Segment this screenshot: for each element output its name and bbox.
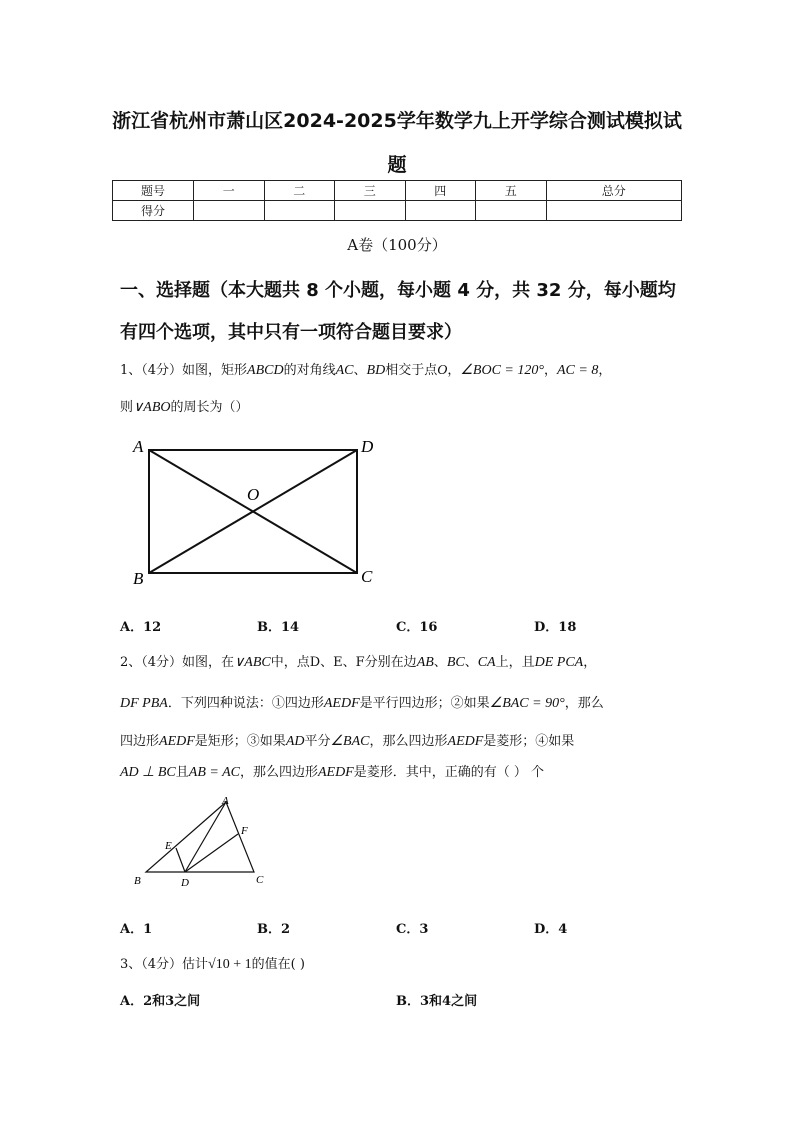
page-title-line1: 浙江省杭州市萧山区2024-2025学年数学九上开学综合测试模拟试 (112, 110, 682, 132)
q2-aedf1: AEDF (323, 696, 360, 711)
segment-ed (176, 848, 185, 872)
q2-perp: AD ⊥ BC (120, 765, 176, 780)
section-a-title: A卷（100分） (347, 236, 447, 254)
score-cell: 一 (194, 181, 265, 201)
q1-tri: ∨ABO (133, 400, 171, 415)
score-cell (405, 201, 476, 221)
q2-c4: ④如果 (535, 734, 575, 749)
q1-option-a[interactable]: A．12 (120, 620, 162, 635)
q1-sep: 、 (353, 363, 367, 378)
q1-comma3: ， (598, 363, 612, 378)
label-a: A (222, 795, 229, 807)
segment-df (185, 834, 238, 872)
q2-bac90: ∠BAC = 90° (489, 696, 565, 711)
q1-comma1: ， (447, 363, 461, 378)
q2-ab: AB (416, 655, 434, 670)
label-a: A (133, 437, 144, 456)
q2-comma: ， (583, 655, 597, 670)
q1-prefix: 1、（4分）如图，矩形 (120, 363, 248, 378)
q2-triangle-figure (128, 792, 278, 892)
segment-ad (185, 802, 226, 872)
q2-prefix: 2、（4分）如图，在 (120, 655, 235, 670)
score-cell: 题号 (113, 181, 194, 201)
q2-t3: ．下列四种说法： (167, 696, 272, 711)
q2-option-b[interactable]: B．2 (257, 922, 291, 937)
score-cell: 得分 (113, 201, 194, 221)
q2-bac: ∠BAC (330, 734, 370, 749)
label-b: B (133, 569, 144, 588)
score-cell (546, 201, 682, 221)
q1-t2: 相交于点 (385, 363, 438, 378)
q2-line3 (120, 730, 574, 750)
label-d: D (181, 877, 189, 889)
q1-option-d[interactable]: D．18 (534, 620, 577, 635)
q2-aedf3: AEDF (447, 734, 484, 749)
score-cell (194, 201, 265, 221)
q2-ad: AD (285, 734, 305, 749)
score-cell (335, 201, 406, 221)
q1-abcd: ABCD (247, 363, 284, 378)
part1-heading-line2: 有四个选项，其中只有一项符合题目要求） (120, 322, 462, 343)
q2-abac: AB = AC (188, 765, 240, 780)
q2-aedf4: AEDF (317, 765, 354, 780)
q1-rectangle-figure (125, 430, 385, 590)
score-cell (264, 201, 335, 221)
q2-t6: 四边形 (120, 734, 160, 749)
q2-c3: ③如果 (246, 734, 286, 749)
q1-line1 (120, 359, 611, 379)
q1-bd: BD (366, 363, 386, 378)
score-table (112, 180, 682, 221)
label-c: C (256, 874, 264, 886)
q2-t5: ，那么 (564, 696, 604, 711)
q2-bc: BC (446, 655, 465, 670)
score-cell: 二 (264, 181, 335, 201)
q3-option-a[interactable]: A．2和3之间 (120, 994, 201, 1009)
q3-line (120, 953, 305, 973)
q3-prefix: 3、（4分）估计 (120, 957, 209, 972)
q3-option-b[interactable]: B．3和4之间 (396, 994, 478, 1009)
q1-line2-pre: 则 (120, 400, 134, 415)
score-table-score-row (113, 201, 682, 221)
label-e: E (165, 840, 172, 852)
q1-ac: AC (335, 363, 354, 378)
q2-option-c[interactable]: C．3 (396, 922, 429, 937)
score-cell: 总分 (546, 181, 682, 201)
score-cell (476, 201, 547, 221)
q2-s2: 、 (464, 655, 478, 670)
q1-angle: ∠BOC = 120° (460, 363, 544, 378)
part1-heading-line1: 一、选择题（本大题共 8 个小题，每小题 4 分，共 32 分，每小题均 (120, 280, 676, 301)
q2-line4 (120, 761, 544, 781)
q2-df: DF PBA (120, 696, 168, 711)
label-d: D (361, 437, 374, 456)
q1-line2 (120, 396, 249, 416)
q2-option-a[interactable]: A．1 (120, 922, 153, 937)
q1-o: O (437, 363, 448, 378)
q2-t1: 中，点D、E、F分别在边 (270, 655, 417, 670)
q1-comma2: ， (543, 363, 557, 378)
label-o: O (247, 485, 260, 504)
score-table-header-row (113, 181, 682, 201)
label-f: F (241, 825, 248, 837)
q2-t13: 是菱形．其中，正确的有（ ） 个 (353, 765, 544, 780)
q2-t10: 是菱形； (483, 734, 536, 749)
score-cell: 五 (476, 181, 547, 201)
q2-t7: 是矩形； (194, 734, 247, 749)
q2-t4: 是平行四边形； (359, 696, 451, 711)
q1-t1: 的对角线 (283, 363, 336, 378)
q2-t2: 上，且 (495, 655, 535, 670)
q2-t12: ，那么四边形 (239, 765, 318, 780)
score-cell: 三 (335, 181, 406, 201)
q2-t9: ，那么四边形 (369, 734, 448, 749)
q2-aedf2: AEDF (159, 734, 195, 749)
q1-line2-post: 的周长为（） (170, 400, 249, 415)
q1-option-c[interactable]: C．16 (396, 620, 438, 635)
q2-c1: ①四边形 (271, 696, 324, 711)
label-b: B (134, 875, 141, 887)
q3-expr: √10 + 1 (208, 957, 252, 972)
q1-option-b[interactable]: B．14 (257, 620, 300, 635)
q2-ca: CA (477, 655, 496, 670)
q2-t11: 且 (175, 765, 189, 780)
score-cell: 四 (405, 181, 476, 201)
q1-ac8: AC = 8 (556, 363, 599, 378)
q3-suffix: 的值在( ) (251, 957, 305, 972)
q2-de: DE PCA (534, 655, 584, 670)
q2-c2: ②如果 (450, 696, 490, 711)
q2-s1: 、 (433, 655, 447, 670)
page-title-line2: 题 (387, 154, 407, 176)
q2-line2 (120, 692, 604, 712)
q2-line1 (120, 651, 596, 671)
q2-tri: ∨ABC (234, 655, 271, 670)
label-c: C (361, 567, 373, 586)
q2-t8: 平分 (304, 734, 331, 749)
q2-option-d[interactable]: D．4 (534, 922, 568, 937)
